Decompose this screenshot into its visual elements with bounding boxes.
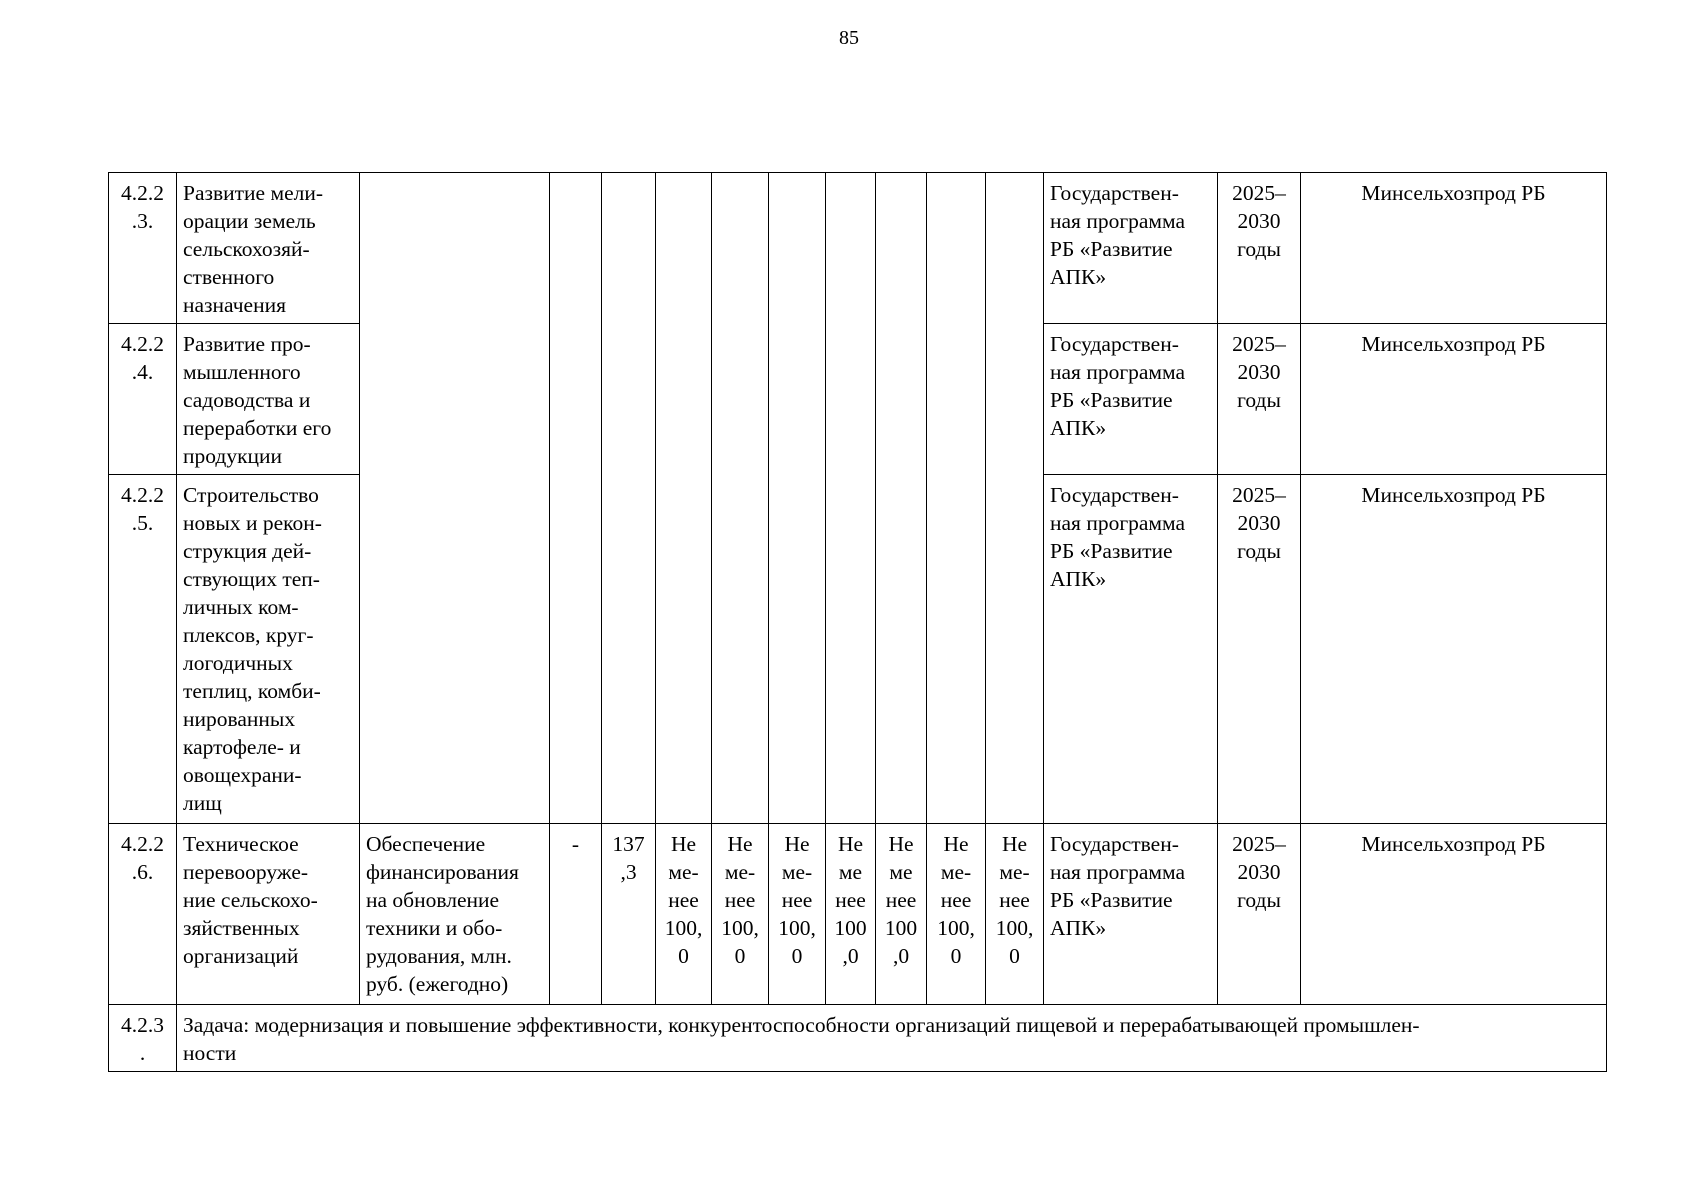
text-line: 2025– (1232, 181, 1286, 205)
text-line: зяйственных (183, 916, 300, 940)
text-line: 4.2.3 (121, 1013, 164, 1037)
measures-table (108, 172, 1607, 1072)
text-line: 0 (678, 944, 689, 968)
page-number: 85 (839, 27, 859, 49)
text-line: на обновление (366, 888, 500, 912)
text-line: ме- (724, 860, 756, 884)
text-line: нее (724, 888, 756, 912)
text-line: 2025– (1232, 483, 1286, 507)
text-line: РБ «Развитие (1050, 539, 1173, 563)
executor-cell: Минсельхозпрод РБ (1301, 324, 1607, 475)
text-line: годы (1237, 237, 1281, 261)
executor-cell: Минсельхозпрод РБ (1301, 475, 1607, 824)
text-line: 2030 (1237, 860, 1281, 884)
program-cell (1044, 173, 1218, 324)
text-line: 2025– (1232, 332, 1286, 356)
text-line: Не (888, 832, 914, 856)
program-cell (1044, 324, 1218, 475)
text-line: нее (940, 888, 972, 912)
text-line: 0 (950, 944, 962, 968)
text-line: техники и обо- (366, 916, 503, 940)
target-cell-empty (769, 173, 826, 824)
text-line: ме (889, 860, 913, 884)
target-value-cell (986, 824, 1044, 1005)
value-cell-empty (602, 173, 656, 824)
text-line: Развитие про- (183, 332, 311, 356)
text-line: нее (668, 888, 699, 912)
text-line: Техническое (183, 832, 299, 856)
text-line: новых и рекон- (183, 511, 322, 535)
period-cell (1218, 475, 1301, 824)
text-line: ности (183, 1041, 237, 1065)
target-value-cell (876, 824, 927, 1005)
text-line: плексов, круг- (183, 623, 314, 647)
text-line: 100, (995, 916, 1034, 940)
text-line: РБ «Развитие (1050, 388, 1173, 412)
text-line: организаций (183, 944, 299, 968)
text-line: . (139, 1041, 146, 1065)
text-line: годы (1237, 539, 1281, 563)
current-value-cell (602, 824, 656, 1005)
target-cell-empty (876, 173, 927, 824)
text-line: 4.2.2 (121, 332, 164, 356)
target-value-cell (712, 824, 769, 1005)
executor-cell: Минсельхозпрод РБ (1301, 824, 1607, 1005)
text-line: 100, (664, 916, 703, 940)
target-cell-empty (986, 173, 1044, 824)
text-line: Обеспечение (366, 832, 486, 856)
row-number-cell (109, 173, 177, 324)
task-description-cell (177, 1005, 1607, 1072)
measure-title-cell (177, 824, 360, 1005)
text-line: нированных (183, 707, 296, 731)
text-line: продукции (183, 444, 283, 468)
text-line: нее (835, 888, 866, 912)
text-line: картофеле- и (183, 735, 301, 759)
text-line: .4. (131, 360, 154, 384)
text-line: АПК» (1050, 916, 1107, 940)
text-line: Не (670, 832, 697, 856)
text-line: орации земель (183, 209, 316, 233)
text-line: ная программа (1050, 209, 1186, 233)
period-cell (1218, 824, 1301, 1005)
target-value-cell (826, 824, 876, 1005)
text-line: 100, (778, 916, 816, 940)
text-line: 4.2.2 (121, 483, 164, 507)
text-line: АПК» (1050, 567, 1107, 591)
text-line: переработки его (183, 416, 332, 440)
text-line: Государствен- (1050, 181, 1179, 205)
text-line: ме- (781, 860, 813, 884)
text-line: нее (999, 888, 1030, 912)
row-number-cell (109, 824, 177, 1005)
text-line: годы (1237, 888, 1281, 912)
text-line: ме- (668, 860, 699, 884)
measure-title-cell (177, 475, 360, 824)
text-line: АПК» (1050, 265, 1107, 289)
target-cell-empty (712, 173, 769, 824)
text-line: личных ком- (183, 595, 299, 619)
base-value-cell: - (550, 824, 602, 1005)
indicator-cell-empty (360, 173, 550, 824)
text-line: струкция дей- (183, 539, 312, 563)
table-row (109, 824, 1607, 1005)
text-line: логодичных (183, 651, 293, 675)
text-line: мышленного (183, 360, 301, 384)
text-line: ствующих теп- (183, 567, 320, 591)
text-line: овощехрани- (183, 763, 302, 787)
text-line: Строительство (183, 483, 319, 507)
text-line: 0 (791, 944, 803, 968)
base-cell-empty (550, 173, 602, 824)
target-value-cell (769, 824, 826, 1005)
target-cell-empty (826, 173, 876, 824)
text-line: 2030 (1237, 511, 1281, 535)
text-line: Не (784, 832, 810, 856)
text-line: ме- (999, 860, 1030, 884)
text-line: 100, (937, 916, 975, 940)
text-line: ная программа (1050, 511, 1186, 535)
text-line: 100 (834, 916, 867, 940)
text-line: 0 (1009, 944, 1020, 968)
text-line: перевооруже- (183, 860, 309, 884)
period-cell (1218, 324, 1301, 475)
table-row (109, 173, 1607, 324)
text-line: Задача: модернизация и повышение эффективности, конкурентоспособности организаций пищевой и перерабатывающей промышлен- (183, 1013, 1420, 1037)
text-line: садоводства и (183, 388, 311, 412)
text-line: ,0 (842, 944, 859, 968)
row-number-cell (109, 324, 177, 475)
text-line: АПК» (1050, 416, 1107, 440)
text-line: годы (1237, 388, 1281, 412)
period-cell (1218, 173, 1301, 324)
target-value-cell (927, 824, 986, 1005)
text-line: ,0 (892, 944, 910, 968)
text-line: 137 (612, 832, 645, 856)
text-line: Не (943, 832, 969, 856)
text-line: лищ (183, 791, 222, 815)
text-line: теплиц, комби- (183, 679, 321, 703)
text-line: нее (885, 888, 917, 912)
text-line: .3. (131, 209, 154, 233)
row-number-cell (109, 1005, 177, 1072)
text-line: ние сельскохо- (183, 888, 318, 912)
text-line: ная программа (1050, 360, 1186, 384)
text-line: 0 (734, 944, 746, 968)
target-cell-empty (656, 173, 712, 824)
text-line: 2025– (1232, 832, 1286, 856)
target-value-cell (656, 824, 712, 1005)
text-line: 4.2.2 (121, 181, 164, 205)
text-line: 2030 (1237, 209, 1281, 233)
text-line: назначения (183, 293, 286, 317)
text-line: Государствен- (1050, 832, 1179, 856)
text-line: 100 (884, 916, 918, 940)
text-line: Государствен- (1050, 332, 1179, 356)
text-line: рудования, млн. (366, 944, 512, 968)
text-line: 4.2.2 (121, 832, 164, 856)
measure-title-cell (177, 173, 360, 324)
measure-title-cell (177, 324, 360, 475)
text-line: сельскохозяй- (183, 237, 310, 261)
text-line: .6. (131, 860, 154, 884)
program-cell (1044, 824, 1218, 1005)
text-line: .5. (131, 511, 154, 535)
task-row (109, 1005, 1607, 1072)
text-line: ме (838, 860, 863, 884)
text-line: Не (837, 832, 864, 856)
executor-cell: Минсельхозпрод РБ (1301, 173, 1607, 324)
text-line: ,3 (620, 860, 637, 884)
text-line: руб. (ежегодно) (366, 972, 509, 996)
text-line: 100, (721, 916, 759, 940)
program-cell (1044, 475, 1218, 824)
indicator-cell (360, 824, 550, 1005)
text-line: Государствен- (1050, 483, 1179, 507)
text-line: нее (781, 888, 813, 912)
text-line: РБ «Развитие (1050, 237, 1173, 261)
target-cell-empty (927, 173, 986, 824)
text-line: РБ «Развитие (1050, 888, 1173, 912)
row-number-cell (109, 475, 177, 824)
text-line: ная программа (1050, 860, 1186, 884)
text-line: ме- (940, 860, 972, 884)
text-line: Не (1001, 832, 1028, 856)
text-line: ственного (183, 265, 275, 289)
text-line: Не (727, 832, 753, 856)
text-line: Развитие мели- (183, 181, 324, 205)
text-line: финансирования (366, 860, 519, 884)
text-line: 2030 (1237, 360, 1281, 384)
